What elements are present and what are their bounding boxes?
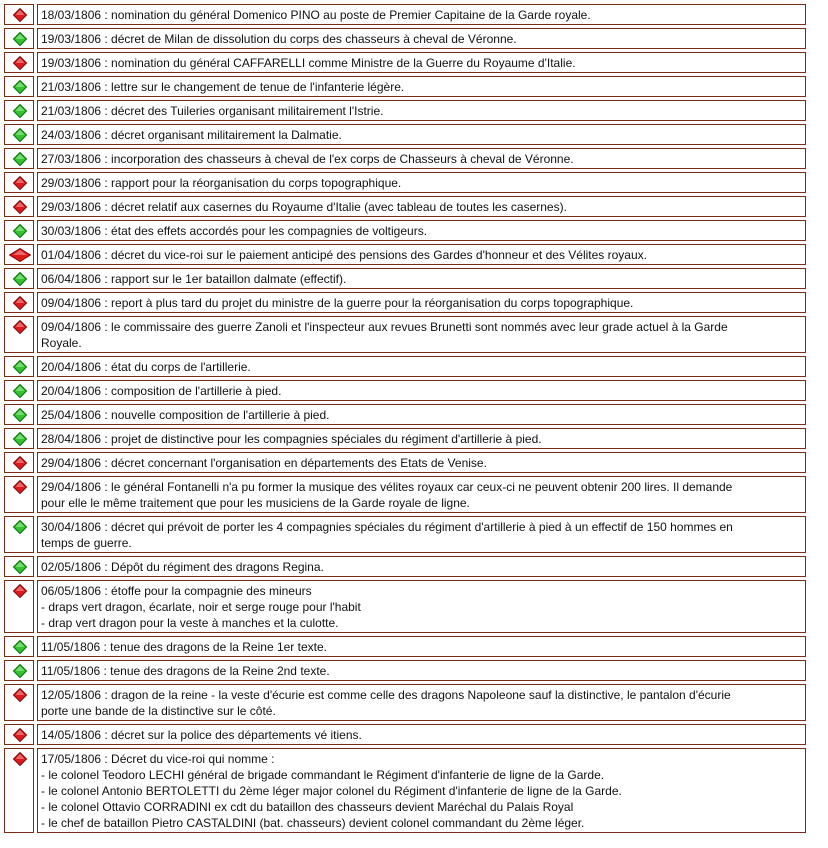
- table-row: [4, 428, 806, 452]
- icon-cell: [4, 268, 34, 289]
- entry-text: 30/04/1806 : décret qui prévoit de porter les 4 compagnies spéciales du régiment d'artillerie à pied à un effectif de 150 hommes en temps de guerre.: [37, 516, 806, 553]
- icon-cell: [4, 636, 34, 657]
- entry-text: 29/04/1806 : décret concernant l'organisation en départements des Etats de Venise.: [37, 452, 806, 473]
- icon-cell: [4, 244, 34, 265]
- table-row: [4, 748, 806, 836]
- entry-text: 30/03/1806 : état des effets accordés pour les compagnies de voltigeurs.: [37, 220, 806, 241]
- table-row: [4, 100, 806, 124]
- entry-text: 14/05/1806 : décret sur la police des départements vé itiens.: [37, 724, 806, 745]
- table-row: [4, 452, 806, 476]
- red-diamond-icon: [13, 56, 27, 70]
- icon-cell: [4, 356, 34, 377]
- red-diamond-wide-icon: [9, 248, 31, 262]
- green-diamond-icon: [13, 360, 27, 374]
- green-diamond-icon: [13, 640, 27, 654]
- icon-cell: [4, 196, 34, 217]
- entry-text: 28/04/1806 : projet de distinctive pour les compagnies spéciales du régiment d'artillerie à pied.: [37, 428, 806, 449]
- entry-text: 06/04/1806 : rapport sur le 1er bataillon dalmate (effectif).: [37, 268, 806, 289]
- icon-cell: [4, 660, 34, 681]
- table-row: [4, 636, 806, 660]
- entry-text: 21/03/1806 : décret des Tuileries organisant militairement l'Istrie.: [37, 100, 806, 121]
- table-row: [4, 148, 806, 172]
- entry-text: 29/03/1806 : décret relatif aux casernes du Royaume d'Italie (avec tableau de toutes les casernes).: [37, 196, 806, 217]
- icon-cell: [4, 316, 34, 353]
- entry-text: 25/04/1806 : nouvelle composition de l'artillerie à pied.: [37, 404, 806, 425]
- icon-cell: [4, 428, 34, 449]
- entry-text: 01/04/1806 : décret du vice-roi sur le paiement anticipé des pensions des Gardes d'honneur et des Vélites royaux.: [37, 244, 806, 265]
- table-row: [4, 172, 806, 196]
- entry-text: 09/04/1806 : report à plus tard du projet du ministre de la guerre pour la réorganisation du corps topographique.: [37, 292, 806, 313]
- green-diamond-icon: [13, 80, 27, 94]
- table-row: [4, 516, 806, 556]
- table-row: [4, 124, 806, 148]
- entry-text: 11/05/1806 : tenue des dragons de la Reine 2nd texte.: [37, 660, 806, 681]
- icon-cell: [4, 452, 34, 473]
- icon-cell: [4, 4, 34, 25]
- green-diamond-icon: [13, 224, 27, 238]
- table-row: [4, 220, 806, 244]
- red-diamond-icon: [13, 480, 27, 494]
- icon-cell: [4, 124, 34, 145]
- entries-table: [4, 4, 806, 836]
- entry-text: 24/03/1806 : décret organisant militairement la Dalmatie.: [37, 124, 806, 145]
- entry-text: 19/03/1806 : décret de Milan de dissolution du corps des chasseurs à cheval de Véronne.: [37, 28, 806, 49]
- green-diamond-icon: [13, 104, 27, 118]
- table-row: [4, 292, 806, 316]
- icon-cell: [4, 220, 34, 241]
- table-row: [4, 52, 806, 76]
- icon-cell: [4, 556, 34, 577]
- icon-cell: [4, 76, 34, 97]
- icon-cell: [4, 292, 34, 313]
- icon-cell: [4, 380, 34, 401]
- red-diamond-icon: [13, 320, 27, 334]
- entry-text: 21/03/1806 : lettre sur le changement de tenue de l'infanterie légère.: [37, 76, 806, 97]
- icon-cell: [4, 148, 34, 169]
- icon-cell: [4, 748, 34, 833]
- green-diamond-icon: [13, 384, 27, 398]
- red-diamond-icon: [13, 584, 27, 598]
- entry-text: 20/04/1806 : composition de l'artillerie à pied.: [37, 380, 806, 401]
- entry-text: 29/04/1806 : le général Fontanelli n'a pu former la musique des vélites royaux car ceux-ci ne peuvent obtenir 200 lires. Il demande pour elle le même traitement que pour les musiciens de la Garde royale de ligne.: [37, 476, 806, 513]
- table-row: [4, 404, 806, 428]
- table-row: [4, 580, 806, 636]
- entry-text: 27/03/1806 : incorporation des chasseurs à cheval de l'ex corps de Chasseurs à cheval de Véronne.: [37, 148, 806, 169]
- table-row: [4, 28, 806, 52]
- green-diamond-icon: [13, 128, 27, 142]
- icon-cell: [4, 52, 34, 73]
- table-row: [4, 660, 806, 684]
- red-diamond-icon: [13, 176, 27, 190]
- entry-text: 19/03/1806 : nomination du général CAFFARELLI comme Ministre de la Guerre du Royaume d'Italie.: [37, 52, 806, 73]
- red-diamond-icon: [13, 728, 27, 742]
- table-row: [4, 380, 806, 404]
- entry-text: 29/03/1806 : rapport pour la réorganisation du corps topographique.: [37, 172, 806, 193]
- icon-cell: [4, 476, 34, 513]
- table-row: [4, 268, 806, 292]
- entry-text: 06/05/1806 : étoffe pour la compagnie des mineurs - draps vert dragon, écarlate, noir et serge rouge pour l'habit - drap vert dragon pour la veste à manches et la culotte.: [37, 580, 806, 633]
- table-row: [4, 724, 806, 748]
- red-diamond-icon: [13, 296, 27, 310]
- green-diamond-icon: [13, 272, 27, 286]
- entry-text: 20/04/1806 : état du corps de l'artillerie.: [37, 356, 806, 377]
- icon-cell: [4, 404, 34, 425]
- green-diamond-icon: [13, 432, 27, 446]
- green-diamond-icon: [13, 408, 27, 422]
- green-diamond-icon: [13, 32, 27, 46]
- red-diamond-icon: [13, 456, 27, 470]
- icon-cell: [4, 580, 34, 633]
- icon-cell: [4, 684, 34, 721]
- table-row: [4, 684, 806, 724]
- green-diamond-icon: [13, 560, 27, 574]
- red-diamond-icon: [13, 688, 27, 702]
- table-row: [4, 244, 806, 268]
- table-row: [4, 76, 806, 100]
- green-diamond-icon: [13, 520, 27, 534]
- icon-cell: [4, 724, 34, 745]
- table-row: [4, 4, 806, 28]
- icon-cell: [4, 172, 34, 193]
- red-diamond-icon: [13, 752, 27, 766]
- entry-text: 11/05/1806 : tenue des dragons de la Reine 1er texte.: [37, 636, 806, 657]
- green-diamond-icon: [13, 664, 27, 678]
- icon-cell: [4, 28, 34, 49]
- entry-text: 18/03/1806 : nomination du général Domenico PINO au poste de Premier Capitaine de la Garde royale.: [37, 4, 806, 25]
- green-diamond-icon: [13, 152, 27, 166]
- table-row: [4, 196, 806, 220]
- entry-text: 02/05/1806 : Dépôt du régiment des dragons Regina.: [37, 556, 806, 577]
- table-row: [4, 356, 806, 380]
- entry-text: 09/04/1806 : le commissaire des guerre Zanoli et l'inspecteur aux revues Brunetti sont nommés avec leur grade actuel à la Garde Royale.: [37, 316, 806, 353]
- red-diamond-icon: [13, 200, 27, 214]
- icon-cell: [4, 516, 34, 553]
- icon-cell: [4, 100, 34, 121]
- entry-text: 12/05/1806 : dragon de la reine - la veste d'écurie est comme celle des dragons Napoleone sauf la distinctive, le pantalon d'écurie porte une bande de la distinctive sur le côté.: [37, 684, 806, 721]
- table-row: [4, 556, 806, 580]
- table-row: [4, 316, 806, 356]
- red-diamond-icon: [13, 8, 27, 22]
- entry-text: 17/05/1806 : Décret du vice-roi qui nomme : - le colonel Teodoro LECHI général de brigade commandant le Régiment d'infanterie de ligne de la Garde. - le colonel Antonio BERTOLETTI du 2ème léger major colonel du Régiment d'infanterie de ligne de la Garde. - le colonel Ottavio CORRADINI ex cdt du bataillon des chasseurs devient Maréchal du Palais Royal - le chef de bataillon Pietro CASTALDINI (bat. chasseurs) devient colonel commandant du 2ème léger.: [37, 748, 806, 833]
- table-row: [4, 476, 806, 516]
